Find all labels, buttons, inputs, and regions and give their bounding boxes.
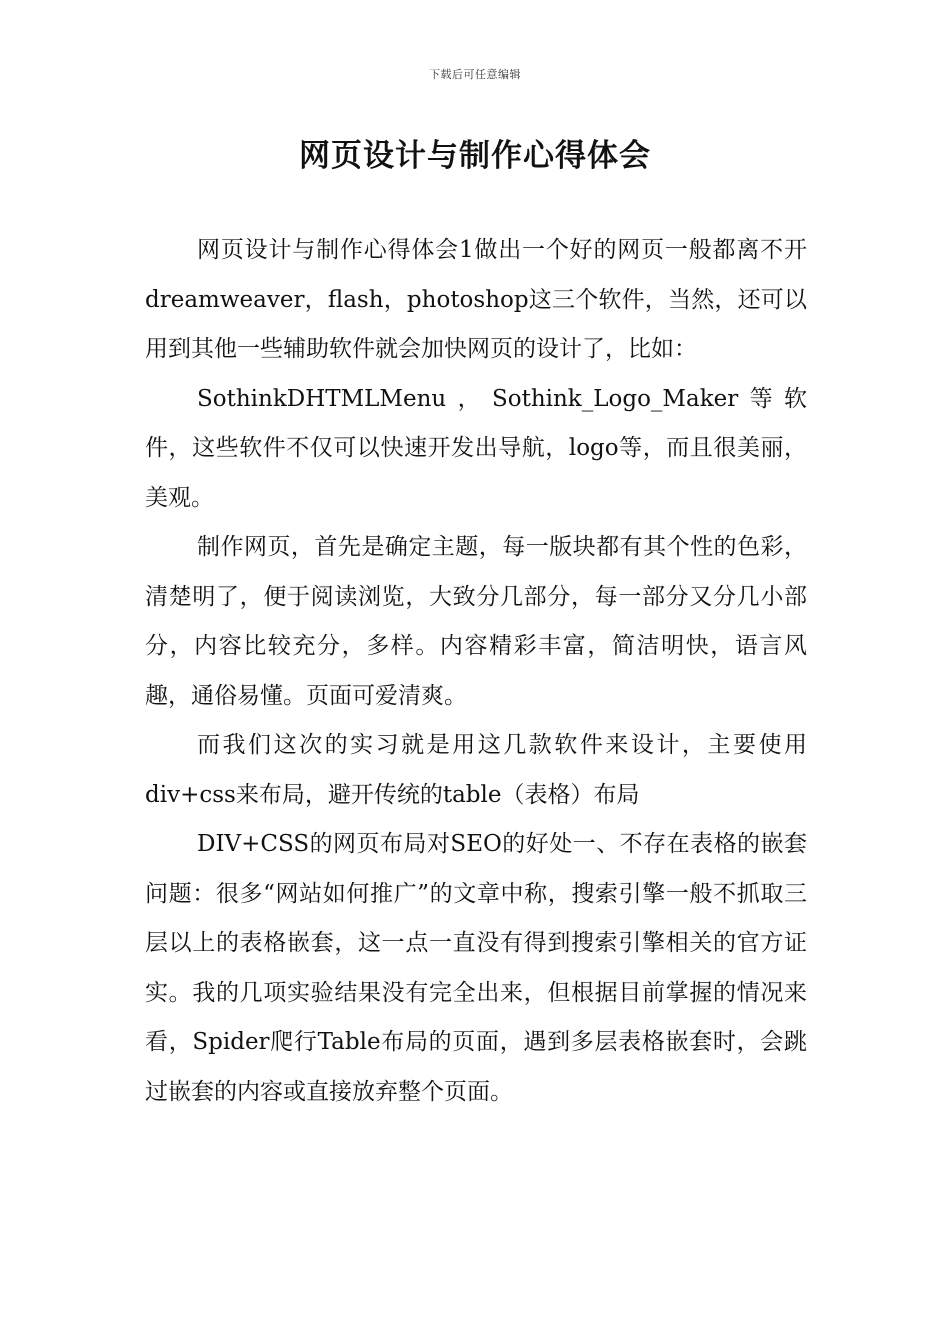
document-body <box>145 226 807 1117</box>
paragraph: 制作网页，首先是确定主题，每一版块都有其个性的色彩，清楚明了，便于阅读浏览，大致分几部分，每一部分又分几小部分，内容比较充分，多样。内容精彩丰富，简洁明快，语言风趣，通俗易懂。页面可爱清爽。 <box>145 534 807 709</box>
paragraph: 而我们这次的实习就是用这几款软件来设计，主要使用div+css来布局，避开传统的table（表格）布局 <box>145 732 807 808</box>
paragraph: 网页设计与制作心得体会1做出一个好的网页一般都离不开dreamweaver，flash，photoshop这三个软件，当然，还可以用到其他一些辅助软件就会加快网页的设计了，比如： <box>145 237 807 362</box>
document-title: 网页设计与制作心得体会 <box>299 138 651 174</box>
paragraph: DIV+CSS的网页布局对SEO的好处一、不存在表格的嵌套问题：很多“网站如何推广”的文章中称，搜索引擎一般不抓取三层以上的表格嵌套，这一点一直没有得到搜索引擎相关的官方证实。我的几项实验结果没有完全出来，但根据目前掌握的情况来看，Spider爬行Table布局的页面，遇到多层表格嵌套时，会跳过嵌套的内容或直接放弃整个页面。 <box>145 831 807 1105</box>
paragraph: SothinkDHTMLMenu，Sothink_Logo_Maker等软件，这些软件不仅可以快速开发出导航，logo等，而且很美丽，美观。 <box>145 385 807 511</box>
header-note: 下载后可任意编辑 <box>429 68 521 81</box>
